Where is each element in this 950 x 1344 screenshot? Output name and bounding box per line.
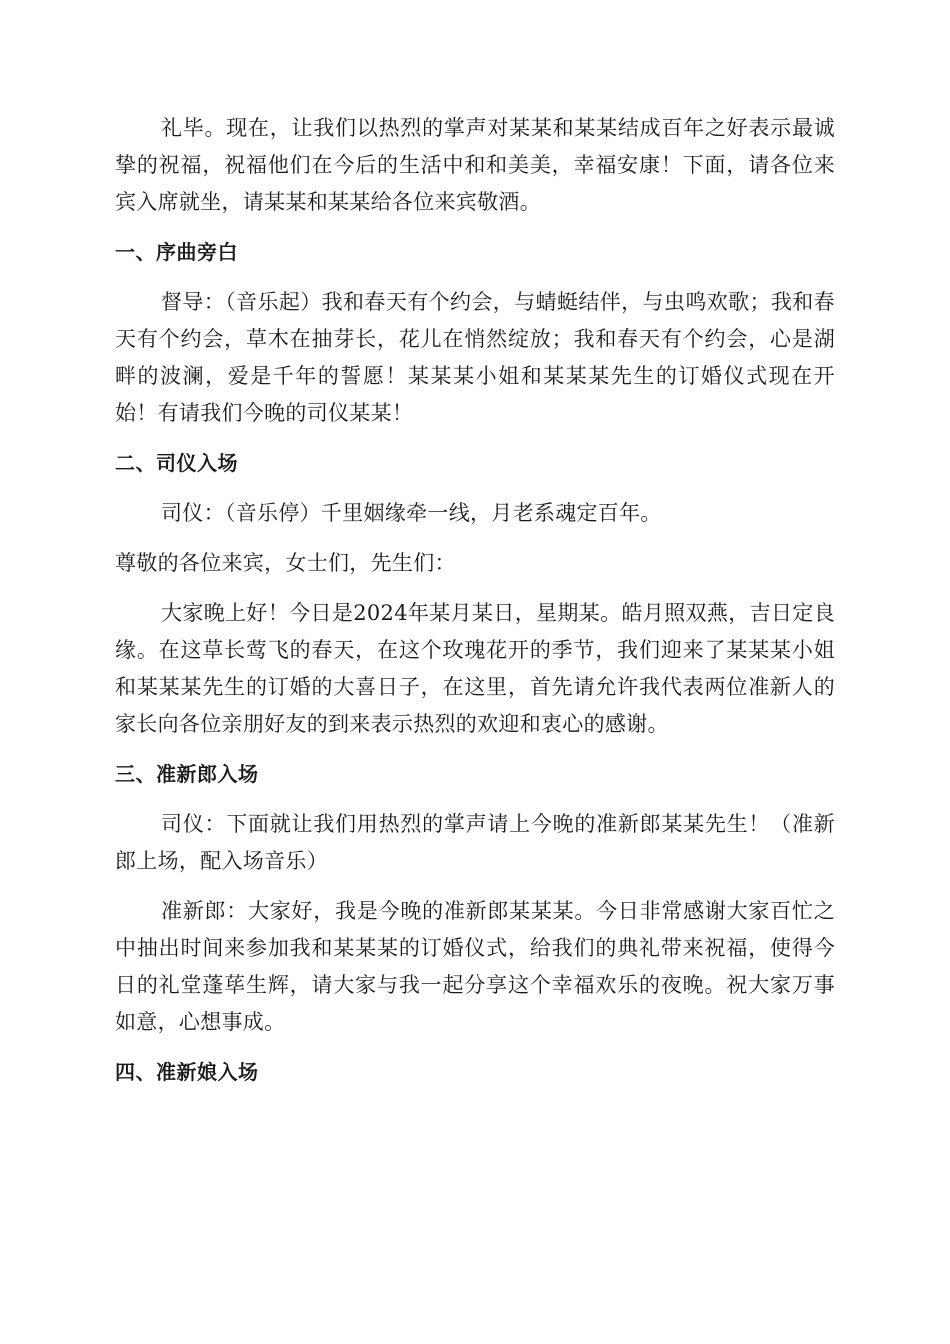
paragraph-groom-intro: 司仪：下面就让我们用热烈的掌声请上今晚的准新郎某某先生！（准新郎上场，配入场音乐）	[115, 812, 835, 873]
section-heading-bride-entrance: 四、准新娘入场	[115, 1060, 259, 1084]
document-body	[115, 110, 835, 1104]
paragraph-host-welcome: 大家晚上好！今日是2024年某月某日，星期某。皓月照双燕，吉日定良缘。在这草长莺飞的春天，在这个玫瑰花开的季节，我们迎来了某某某小姐和某某某先生的订婚的大喜日子，在这里，首先请允许我代表两位准新人的家长向各位亲朋好友的到来表示热烈的欢迎和衷心的感谢。	[115, 601, 835, 736]
paragraph-greeting: 尊敬的各位来宾，女士们，先生们：	[115, 551, 456, 575]
paragraph-narration: 督导：（音乐起）我和春天有个约会，与蜻蜓结伴，与虫鸣欢歌；我和春天有个约会，草木在抽芽长，花儿在悄然绽放；我和春天有个约会，心是湖畔的波澜，爱是千年的誓愿！某某某小姐和某某某先生的订婚仪式现在开始！有请我们今晚的司仪某某！	[115, 290, 835, 425]
paragraph-host-opening: 司仪：（音乐停）千里姻缘牵一线，月老系魂定百年。	[161, 501, 662, 525]
section-heading-groom-entrance: 三、准新郎入场	[115, 762, 259, 786]
paragraph-closing-blessing: 礼毕。现在，让我们以热烈的掌声对某某和某某结成百年之好表示最诚挚的祝福，祝福他们在今后的生活中和和美美，幸福安康！下面，请各位来宾入席就坐，请某某和某某给各位来宾敬酒。	[115, 116, 835, 214]
section-heading-prelude: 一、序曲旁白	[115, 240, 238, 264]
section-heading-host-entrance: 二、司仪入场	[115, 451, 238, 475]
paragraph-groom-speech: 准新郎：大家好，我是今晚的准新郎某某某。今日非常感谢大家百忙之中抽出时间来参加我和某某某的订婚仪式，给我们的典礼带来祝福，使得今日的礼堂蓬荜生辉，请大家与我一起分享这个幸福欢乐的夜晚。祝大家万事如意，心想事成。	[115, 899, 835, 1034]
